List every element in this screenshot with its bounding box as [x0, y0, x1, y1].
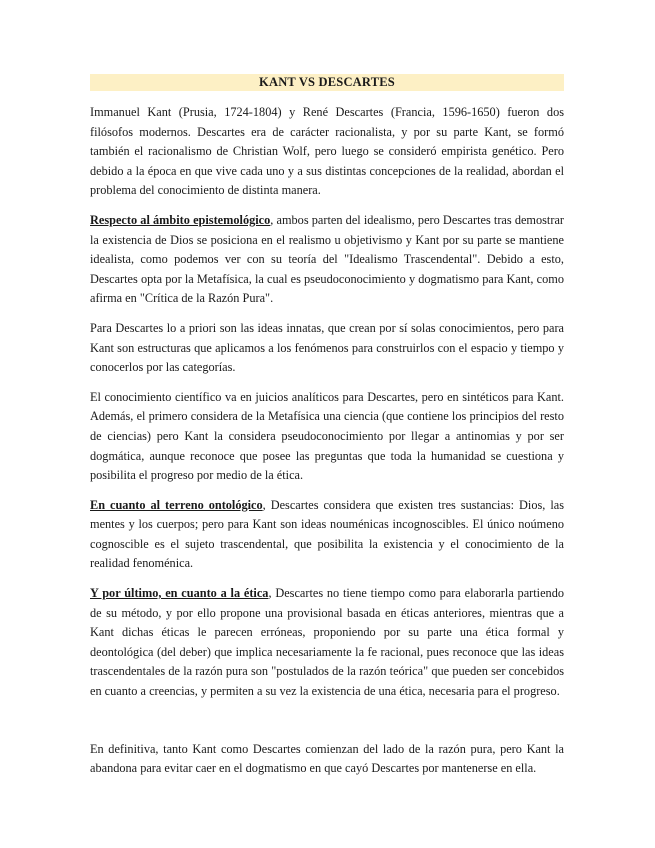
paragraph-text: Immanuel Kant (Prusia, 1724-1804) y René Descartes (Francia, 1596-1650) fueron dos filósofos modernos. Descartes era de carácter racionalista, y por su parte Kant, se formó también el racionalismo de Christian Wolf, pero luego se consideró empirista genético. Pero debido a la época en que vive cada uno y a sus distintas concepciones de la realidad, abordan el problema del conocimiento de distinta manera. [90, 105, 564, 198]
paragraph-text: El conocimiento científico va en juicios analíticos para Descartes, pero en sintéticos para Kant. Además, el primero considera de la Metafísica una ciencia (que contiene los principios del resto de ciencias) pero Kant la considera pseudoconocimiento por llegar a antinomias y por ser dogmática, aunque reconoce que posee las preguntas que toda la humanidad se cuestiona y posibilita el progreso por medio de la ética. [90, 389, 564, 483]
paragraph-ethics [90, 584, 564, 702]
blank-space [90, 712, 564, 740]
paragraph-text: , Descartes no tiene tiempo como para elaborarla partiendo de su método, y por ello propone una provisional basada en éticas anteriores, mientras que a Kant dichas éticas le parecen erróneas, proponiendo por su parte una ética formal y deontológica (del deber) que implica necesariamente la fe racional, pues reconoce que las ideas trascendentales de la razón pura son "postulados de la razón teórica" que pueden ser concebidos en cuanto a creencias, y permiten a su vez la existencia de una ética, necesaria para el progreso. [90, 586, 564, 699]
section-lead-ethics: Y por último, en cuanto a la ética [90, 586, 269, 601]
document-title: KANT VS DESCARTES [90, 74, 564, 91]
paragraph-ontology [90, 496, 564, 574]
paragraph-a-priori [90, 319, 564, 378]
document-page [90, 74, 564, 789]
paragraph-conclusion: En definitiva, tanto Kant como Descartes comienzan del lado de la razón pura, pero Kant la abandona para evitar caer en el dogmatismo en que cayó Descartes por mantenerse en ella. [90, 741, 564, 776]
paragraph-scientific-knowledge [90, 388, 564, 486]
paragraph-text: , Descartes considera que existen tres sustancias: Dios, las mentes y los cuerpos; pero para Kant son ideas nouménicas incognoscibles. El único noúmeno cognoscible es el sujeto trascendental, que posibilita la existencia y el conocimiento de la realidad fenoménica. [90, 497, 564, 571]
paragraph-epistemology [90, 211, 564, 309]
section-lead-epistemology: Respecto al ámbito epistemológico [90, 212, 271, 227]
paragraph-text: , ambos parten del idealismo, pero Descartes tras demostrar la existencia de Dios se posiciona en el realismo u objetivismo y Kant por su parte se mantiene idealista, como podemos ver con su teoría del "Idealismo Trascendental". Debido a esto, Descartes opta por la Metafísica, la cual es pseudoconocimiento y dogmatismo para Kant, como afirma en "Crítica de la Razón Pura". [90, 212, 564, 306]
paragraph-intro [90, 103, 564, 201]
section-lead-ontology: En cuanto al terreno ontológico [90, 497, 263, 512]
paragraph-text: Para Descartes lo a priori son las ideas innatas, que crean por sí solas conocimientos, pero para Kant son estructuras que aplicamos a los fenómenos para construirlos con el espacio y tiempo y conocerlos por las categorías. [90, 320, 564, 375]
